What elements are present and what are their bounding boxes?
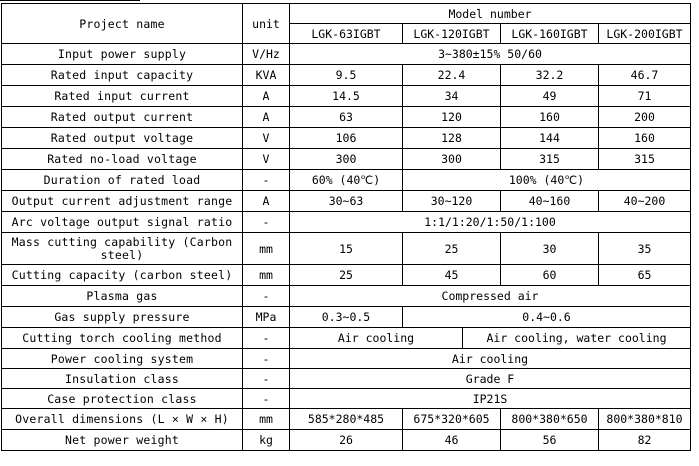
row-value: 40~200 <box>599 191 691 212</box>
row-unit: - <box>243 212 290 233</box>
row-value: 585*280*485 <box>290 409 403 430</box>
row-label: Output current adjustment range <box>2 191 243 212</box>
row-value: 25 <box>403 233 501 265</box>
row-value: 0.3~0.5 <box>290 307 403 328</box>
row-value: 128 <box>403 128 501 149</box>
row-label: Duration of rated load <box>2 170 243 191</box>
table-row <box>2 328 691 349</box>
row-label: Overall dimensions (L × W × H) <box>2 409 243 430</box>
row-label: Plasma gas <box>2 286 243 307</box>
row-value: 160 <box>501 107 599 128</box>
table-row <box>2 44 691 65</box>
torch-cooling-air-water: Air cooling, water cooling <box>486 331 667 345</box>
row-value: 34 <box>403 86 501 107</box>
row-value: 46 <box>403 430 501 451</box>
row-unit: A <box>243 191 290 212</box>
row-value: 40~160 <box>501 191 599 212</box>
row-value: 675*320*605 <box>403 409 501 430</box>
row-value: 65 <box>599 265 691 286</box>
header-model-number: Model number <box>290 4 691 24</box>
row-value: 315 <box>599 149 691 170</box>
row-value-span: 0.4~0.6 <box>403 307 691 328</box>
table-row <box>2 286 691 307</box>
row-unit: - <box>243 369 290 389</box>
row-value: 9.5 <box>290 65 403 86</box>
row-value-span: 3~380±15% 50/60 <box>290 44 691 65</box>
header-unit: unit <box>243 4 290 44</box>
row-value: 63 <box>290 107 403 128</box>
row-label: Mass cutting capability (Carbon steel) <box>2 233 243 265</box>
row-unit: MPa <box>243 307 290 328</box>
row-value: 30 <box>501 233 599 265</box>
row-label: Input power supply <box>2 44 243 65</box>
row-value: 106 <box>290 128 403 149</box>
row-unit: V <box>243 128 290 149</box>
row-value: 82 <box>599 430 691 451</box>
row-value: 49 <box>501 86 599 107</box>
table-row <box>2 409 691 430</box>
row-label: Rated output voltage <box>2 128 243 149</box>
row-label: Rated input capacity <box>2 65 243 86</box>
row-unit: kg <box>243 430 290 451</box>
row-unit: - <box>243 170 290 191</box>
row-value-span: IP21S <box>290 389 691 409</box>
model-4: LGK-200IGBT <box>599 24 691 44</box>
row-value: 30~120 <box>403 191 501 212</box>
header-row-top <box>2 4 691 24</box>
row-unit: A <box>243 86 290 107</box>
row-label: Insulation class <box>2 369 243 389</box>
row-label: Net power weight <box>2 430 243 451</box>
table-row <box>2 349 691 369</box>
row-label: Cutting torch cooling method <box>2 328 243 349</box>
row-value: 32.2 <box>501 65 599 86</box>
row-value-span: 100% (40℃) <box>403 170 691 191</box>
row-unit: mm <box>243 265 290 286</box>
row-value: 200 <box>599 107 691 128</box>
row-value-span: Grade F <box>290 369 691 389</box>
row-value: 60 <box>501 265 599 286</box>
header-project-name: Project name <box>2 4 243 44</box>
row-value: 300 <box>290 149 403 170</box>
row-label: Rated no-load voltage <box>2 149 243 170</box>
row-value: 315 <box>501 149 599 170</box>
row-value: 160 <box>599 128 691 149</box>
table-row <box>2 170 691 191</box>
table-row <box>2 86 691 107</box>
table-row <box>2 191 691 212</box>
row-unit: - <box>243 389 290 409</box>
row-value: 46.7 <box>599 65 691 86</box>
row-value: 56 <box>501 430 599 451</box>
row-value: 15 <box>290 233 403 265</box>
table-row <box>2 369 691 389</box>
table-row <box>2 389 691 409</box>
row-label: Gas supply pressure <box>2 307 243 328</box>
row-unit: mm <box>243 409 290 430</box>
row-value: 300 <box>403 149 501 170</box>
row-unit: - <box>243 328 290 349</box>
row-value: 45 <box>403 265 501 286</box>
table-row <box>2 307 691 328</box>
row-value: 120 <box>403 107 501 128</box>
row-value-split <box>290 328 691 349</box>
row-value: 71 <box>599 86 691 107</box>
row-value: 26 <box>290 430 403 451</box>
row-unit: V/Hz <box>243 44 290 65</box>
row-label: Power cooling system <box>2 349 243 369</box>
table-row <box>2 65 691 86</box>
row-value: 35 <box>599 233 691 265</box>
table-row <box>2 107 691 128</box>
row-value-span: 1:1/1:20/1:50/1:100 <box>290 212 691 233</box>
row-label: Cutting capacity (carbon steel) <box>2 265 243 286</box>
row-unit: A <box>243 107 290 128</box>
row-label: Rated output current <box>2 107 243 128</box>
model-3: LGK-160IGBT <box>501 24 599 44</box>
row-value: 14.5 <box>290 86 403 107</box>
row-unit: KVA <box>243 65 290 86</box>
row-value-span: Air cooling <box>290 349 691 369</box>
table-row <box>2 430 691 451</box>
table-row <box>2 128 691 149</box>
spec-table <box>1 3 691 451</box>
row-unit: - <box>243 286 290 307</box>
row-label: Arc voltage output signal ratio <box>2 212 243 233</box>
row-label: Case protection class <box>2 389 243 409</box>
model-2: LGK-120IGBT <box>403 24 501 44</box>
row-value: 30~63 <box>290 191 403 212</box>
torch-cooling-air: Air cooling <box>290 328 463 348</box>
table-row <box>2 149 691 170</box>
row-unit: mm <box>243 233 290 265</box>
cropped-caption-underline <box>0 0 140 1</box>
table-row <box>2 212 691 233</box>
model-1: LGK-63IGBT <box>290 24 403 44</box>
table-row <box>2 265 691 286</box>
row-label: Rated input current <box>2 86 243 107</box>
row-value: 60% (40℃) <box>290 170 403 191</box>
row-value-span: Compressed air <box>290 286 691 307</box>
row-value: 25 <box>290 265 403 286</box>
row-value: 800*380*650 <box>501 409 599 430</box>
table-row <box>2 233 691 265</box>
row-unit: V <box>243 149 290 170</box>
row-unit: - <box>243 349 290 369</box>
row-value: 800*380*810 <box>599 409 691 430</box>
row-value: 144 <box>501 128 599 149</box>
row-value: 22.4 <box>403 65 501 86</box>
